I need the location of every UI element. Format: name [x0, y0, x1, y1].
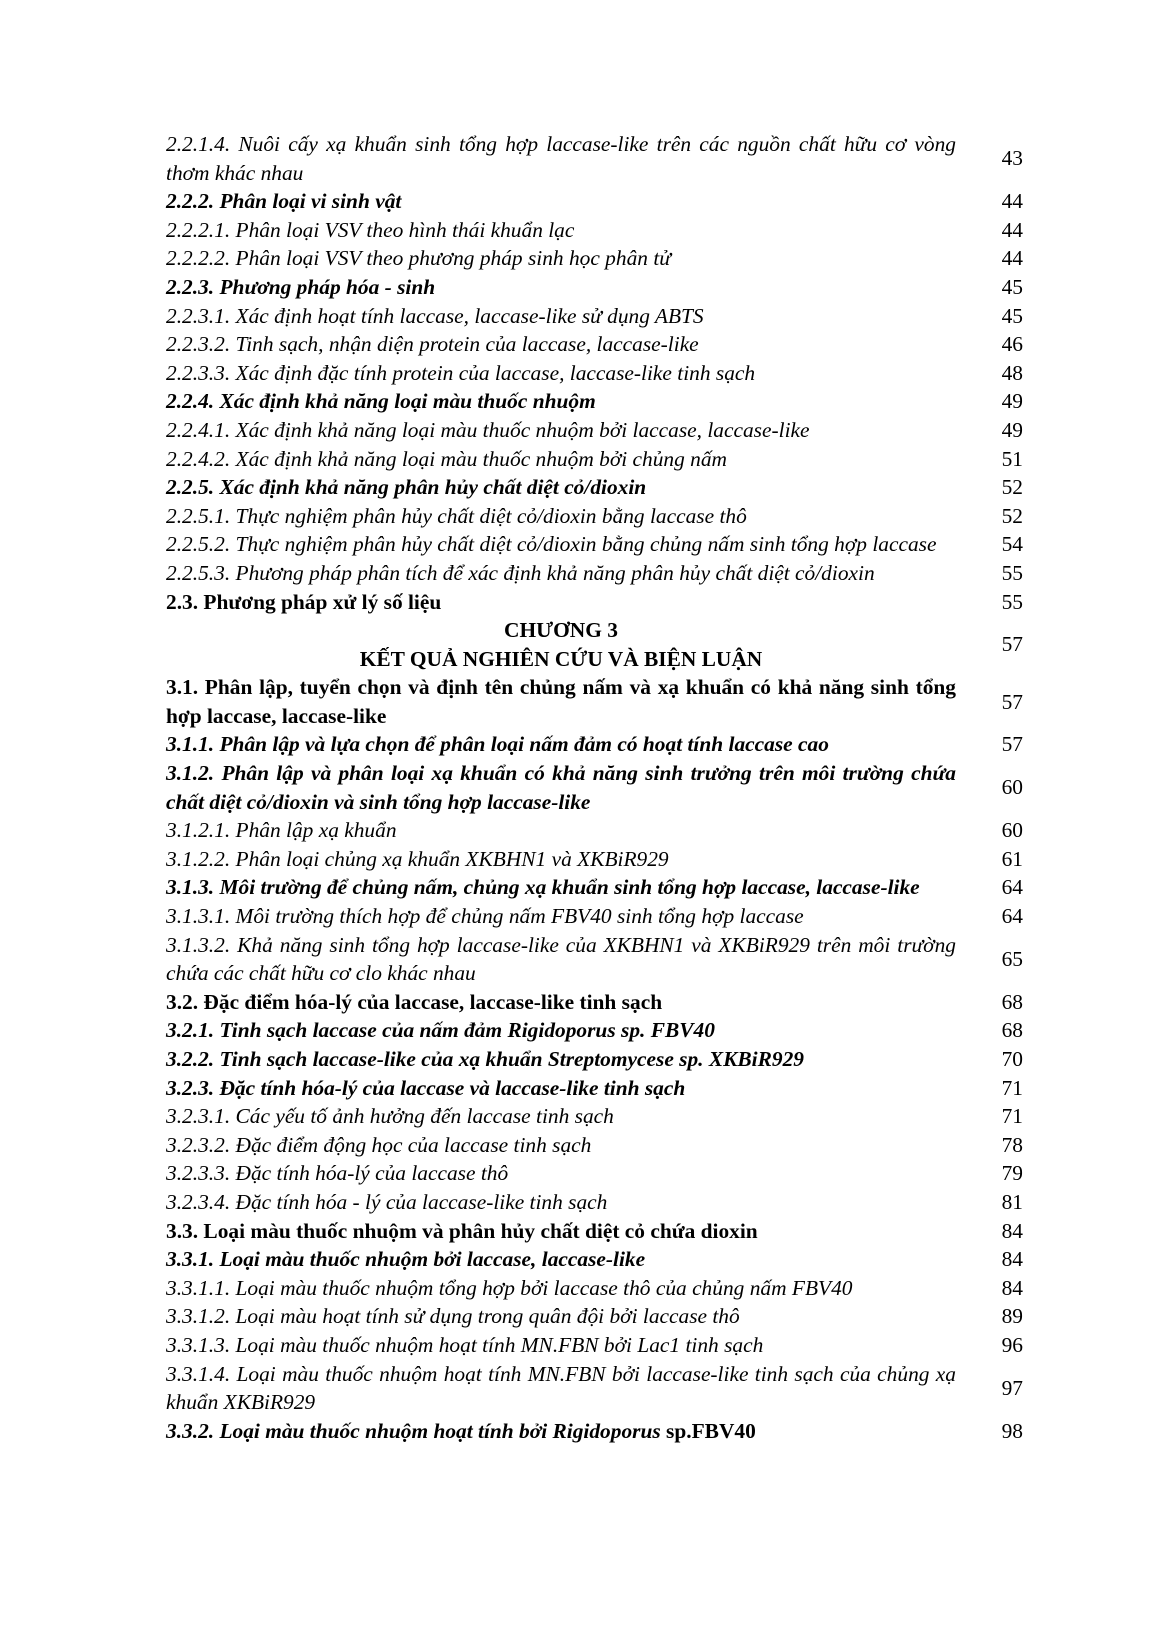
toc-entry-title [166, 1417, 956, 1446]
toc-entry [166, 330, 1024, 359]
chapter-page: 57 [1001, 632, 1023, 657]
toc-entry-title: 2.2.2.1. Phân loại VSV theo hình thái khuẩn lạc [166, 217, 575, 242]
toc-entry [166, 359, 1024, 388]
toc-entry-page: 57 [1001, 689, 1023, 714]
toc-entry [166, 1016, 1024, 1045]
toc-entry [166, 730, 1024, 759]
toc-entry-page: 49 [1001, 389, 1023, 414]
toc-entry-title-main: 3.3.2. Loại màu thuốc nhuộm hoạt tính bởi Rigidoporus [166, 1418, 661, 1443]
toc-entry [166, 1102, 1024, 1131]
toc-entry-title: 3.2.2. Tinh sạch laccase-like của xạ khuẩn Streptomycese sp. XKBiR929 [166, 1047, 804, 1071]
toc-entry-page: 78 [1001, 1132, 1023, 1157]
toc-entry [166, 1074, 1024, 1103]
toc-entry-title: 2.2.4.1. Xác định khả năng loại màu thuốc nhuộm bởi laccase, laccase-like [166, 417, 810, 442]
toc-section-2 [166, 130, 1024, 616]
toc-entry [166, 1331, 1024, 1360]
toc-entry-page: 57 [1001, 732, 1023, 757]
toc-entry-title: 3.1.2. Phân lập và phân loại xạ khuẩn có khả năng sinh trưởng trên môi trường chứa chất diệt cỏ/dioxin và sinh tổng hợp laccase-like [166, 761, 956, 814]
toc-entry [166, 1045, 1024, 1074]
toc-entry [166, 502, 1024, 531]
chapter-title: KẾT QUẢ NGHIÊN CỨU VÀ BIỆN LUẬN [359, 646, 763, 671]
toc-entry-title: 3.2.1. Tinh sạch laccase của nấm đảm Rigidoporus sp. FBV40 [166, 1018, 715, 1043]
toc-entry-page: 61 [1001, 846, 1023, 871]
toc-entry [166, 1188, 1024, 1217]
toc-entry [166, 530, 1024, 559]
toc-entry [166, 187, 1024, 216]
toc-entry [166, 244, 1024, 273]
toc-entry-title: 3.3. Loại màu thuốc nhuộm và phân hủy chất diệt cỏ chứa dioxin [166, 1218, 758, 1243]
toc-entry [166, 1417, 1024, 1446]
toc-entry [166, 845, 1024, 874]
chapter-heading-row [166, 616, 1024, 673]
toc-entry-page: 79 [1001, 1161, 1023, 1186]
toc-entry-page: 52 [1001, 503, 1023, 528]
toc-entry [166, 130, 1024, 187]
toc-entry-page: 89 [1001, 1304, 1023, 1329]
toc-entry-title: 3.3.1.4. Loại màu thuốc nhuộm hoạt tính MN.FBN bởi laccase-like tinh sạch của chủng xạ khuẩn XKBiR929 [166, 1361, 956, 1415]
toc-entry-page: 51 [1001, 446, 1023, 471]
toc-entry-page: 65 [1001, 946, 1023, 971]
toc-entry-title: 3.2.3.3. Đặc tính hóa-lý của laccase thô [166, 1161, 509, 1186]
toc-entry-page: 46 [1001, 332, 1023, 357]
toc-entry [166, 445, 1024, 474]
toc-entry-title-suffix: sp.FBV40 [660, 1418, 756, 1443]
toc-entry-page: 48 [1001, 360, 1023, 385]
toc-entry [166, 273, 1024, 302]
toc-entry-page: 84 [1001, 1247, 1023, 1272]
toc-entry [166, 588, 1024, 617]
toc-entry [166, 931, 1024, 988]
toc-entry-page: 60 [1001, 775, 1023, 800]
toc-entry [166, 1274, 1024, 1303]
chapter-number: CHƯƠNG 3 [504, 618, 618, 643]
toc-entry-page: 70 [1001, 1047, 1023, 1071]
toc-entry [166, 1302, 1024, 1331]
toc-entry-title: 3.1.2.1. Phân lập xạ khuẩn [166, 818, 397, 843]
toc-entry-title: 2.2.4.2. Xác định khả năng loại màu thuốc nhuộm bởi chủng nấm [166, 446, 727, 471]
toc-entry-page: 43 [1001, 146, 1023, 171]
toc-entry-page: 45 [1001, 274, 1023, 299]
toc-entry [166, 816, 1024, 845]
toc-entry-title: 2.2.5. Xác định khả năng phân hủy chất diệt cỏ/dioxin [166, 475, 647, 500]
toc-entry-title: 2.2.1.4. Nuôi cấy xạ khuẩn sinh tổng hợp laccase-like trên các nguồn chất hữu cơ vòng thơm khác nhau [166, 132, 956, 185]
toc-entry [166, 416, 1024, 445]
toc-entry-title: 3.1.3. Môi trường để chủng nấm, chủng xạ khuẩn sinh tổng hợp laccase, laccase-like [166, 875, 920, 900]
toc-entry [166, 559, 1024, 588]
toc-entry-page: 44 [1001, 246, 1023, 271]
toc-entry-page: 98 [1001, 1418, 1023, 1443]
toc-entry-page: 81 [1001, 1189, 1023, 1214]
toc-entry [166, 1360, 1024, 1417]
toc-entry-page: 55 [1001, 589, 1023, 614]
toc-entry [166, 759, 1024, 816]
toc-entry-page: 52 [1001, 475, 1023, 500]
toc-entry-page: 97 [1001, 1375, 1023, 1400]
toc-entry-title: 2.2.5.1. Thực nghiệm phân hủy chất diệt cỏ/dioxin bằng laccase thô [166, 503, 747, 528]
toc-entry-title: 2.2.5.3. Phương pháp phân tích để xác định khả năng phân hủy chất diệt cỏ/dioxin [166, 560, 875, 585]
toc-entry [166, 302, 1024, 331]
toc-entry-title: 3.1. Phân lập, tuyển chọn và định tên chủng nấm và xạ khuẩn có khả năng sinh tổng hợp laccase, laccase-like [166, 675, 956, 728]
toc-entry-page: 54 [1001, 532, 1023, 557]
toc-entry [166, 1245, 1024, 1274]
toc-entry [166, 988, 1024, 1017]
toc-entry-title: 2.2.3.1. Xác định hoạt tính laccase, laccase-like sử dụng ABTS [166, 303, 704, 328]
toc-entry-title: 2.2.3.2. Tinh sạch, nhận diện protein của laccase, laccase-like [166, 332, 699, 357]
toc-entry-page: 55 [1001, 560, 1023, 585]
toc-entry-page: 64 [1001, 904, 1023, 929]
toc-entry-title: 3.1.2.2. Phân loại chủng xạ khuẩn XKBHN1 và XKBiR929 [166, 846, 669, 871]
toc-entry-page: 84 [1001, 1275, 1023, 1300]
toc-entry-title: 3.1.3.1. Môi trường thích hợp để chủng nấm FBV40 sinh tổng hợp laccase [166, 904, 804, 929]
toc-entry [166, 1131, 1024, 1160]
toc-entry-title: 3.1.3.2. Khả năng sinh tổng hợp laccase-like của XKBHN1 và XKBiR929 trên môi trường chứa các chất hữu cơ clo khác nhau [166, 932, 956, 986]
toc-entry-page: 44 [1001, 217, 1023, 242]
toc-entry-title: 3.3.1.2. Loại màu hoạt tính sử dụng trong quân đội bởi laccase thô [166, 1304, 740, 1329]
toc-entry-title: 2.2.5.2. Thực nghiệm phân hủy chất diệt cỏ/dioxin bằng chủng nấm sinh tổng hợp laccase [166, 532, 937, 557]
toc-entry-page: 96 [1001, 1332, 1023, 1357]
toc-entry-page: 68 [1001, 1018, 1023, 1043]
toc-entry-page: 71 [1001, 1104, 1023, 1129]
toc-entry-title: 2.2.3.3. Xác định đặc tính protein của laccase, laccase-like tinh sạch [166, 360, 756, 385]
toc-entry-title: 2.3. Phương pháp xử lý số liệu [166, 589, 442, 614]
toc-entry [166, 902, 1024, 931]
toc-entry-page: 64 [1001, 875, 1023, 900]
chapter-heading [166, 616, 956, 673]
toc-entry [166, 673, 1024, 730]
toc-entry-title: 2.2.2.2. Phân loại VSV theo phương pháp sinh học phân tử [166, 246, 671, 271]
toc-entry-title: 2.2.3. Phương pháp hóa - sinh [166, 274, 436, 299]
toc-entry-title: 3.3.1.1. Loại màu thuốc nhuộm tổng hợp bởi laccase thô của chủng nấm FBV40 [166, 1275, 853, 1300]
toc-entry-page: 71 [1001, 1075, 1023, 1100]
toc-entry-page: 84 [1001, 1218, 1023, 1243]
toc-entry [166, 473, 1024, 502]
toc-entry-title: 3.2.3.1. Các yếu tố ảnh hưởng đến laccase tinh sạch [166, 1104, 614, 1129]
toc-entry-title: 3.1.1. Phân lập và lựa chọn để phân loại nấm đảm có hoạt tính laccase cao [166, 732, 829, 757]
toc-entry [166, 216, 1024, 245]
toc-entry-page: 49 [1001, 417, 1023, 442]
toc-entry-title: 3.2. Đặc điểm hóa-lý của laccase, laccase-like tinh sạch [166, 989, 663, 1014]
toc-entry [166, 387, 1024, 416]
toc-entry-page: 45 [1001, 303, 1023, 328]
toc-section-3 [166, 673, 1024, 1416]
toc-entry-title: 3.3.1.3. Loại màu thuốc nhuộm hoạt tính MN.FBN bởi Lac1 tinh sạch [166, 1332, 764, 1357]
toc-entry-title: 3.2.3.2. Đặc điểm động học của laccase tinh sạch [166, 1132, 592, 1157]
toc-entry-title: 2.2.2. Phân loại vi sinh vật [166, 189, 402, 214]
toc-entry-title: 2.2.4. Xác định khả năng loại màu thuốc nhuộm [166, 389, 596, 414]
toc-entry [166, 873, 1024, 902]
toc-entry-title: 3.2.3.4. Đặc tính hóa - lý của laccase-like tinh sạch [166, 1189, 608, 1214]
table-of-contents [166, 130, 1024, 1445]
toc-entry-title: 3.2.3. Đặc tính hóa-lý của laccase và laccase-like tinh sạch [166, 1075, 686, 1100]
toc-entry [166, 1159, 1024, 1188]
toc-entry-page: 44 [1001, 189, 1023, 214]
toc-entry [166, 1217, 1024, 1246]
toc-entry-title: 3.3.1. Loại màu thuốc nhuộm bởi laccase, laccase-like [166, 1247, 646, 1272]
toc-entry-page: 60 [1001, 818, 1023, 843]
toc-entry-page: 68 [1001, 989, 1023, 1014]
